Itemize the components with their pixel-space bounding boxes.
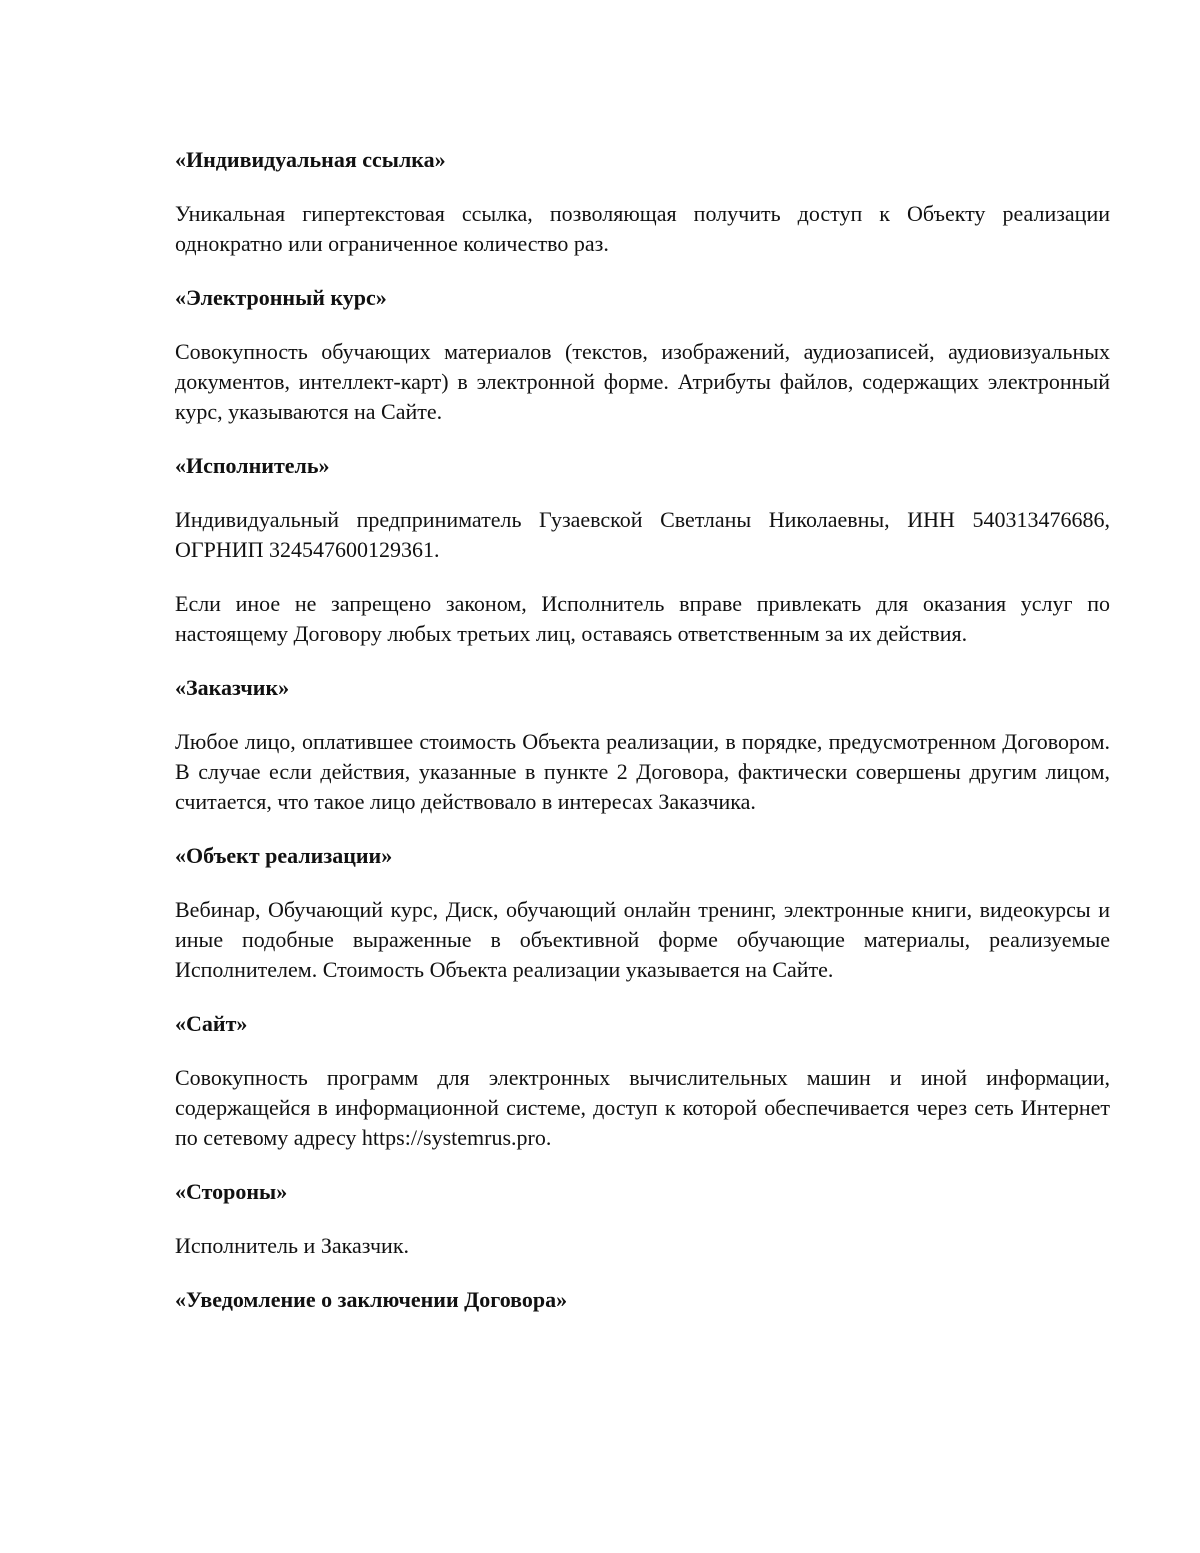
section-customer — [175, 673, 1110, 817]
definition-paragraph: Любое лицо, оплатившее стоимость Объекта реализации, в порядке, предусмотренном Договором. В случае если действия, указанные в пункте 2 Договора, фактически совершены другим лицом, считается, что такое лицо действовало в интересах Заказчика. — [175, 729, 1110, 814]
section-site — [175, 1009, 1110, 1153]
section-parties — [175, 1177, 1110, 1261]
definition-paragraph: Вебинар, Обучающий курс, Диск, обучающий онлайн тренинг, электронные книги, видеокурсы и иные подобные выраженные в объективной форме обучающие материалы, реализуемые Исполнителем. Стоимость Объекта реализации указывается на Сайте. — [175, 897, 1110, 982]
section-individual-link — [175, 145, 1110, 259]
term-heading-sale-object: «Объект реализации» — [175, 843, 393, 868]
term-heading-parties: «Стороны» — [175, 1179, 288, 1204]
section-electronic-course — [175, 283, 1110, 427]
definition-paragraph: Индивидуальный предприниматель Гузаевской Светланы Николаевны, ИНН 540313476686, ОГРНИП 324547600129361. — [175, 507, 1110, 562]
term-heading-site: «Сайт» — [175, 1011, 248, 1036]
definition-paragraph: Если иное не запрещено законом, Исполнитель вправе привлекать для оказания услуг по настоящему Договору любых третьих лиц, оставаясь ответственным за их действия. — [175, 591, 1110, 646]
section-contract-notice — [175, 1285, 1110, 1315]
term-heading-contract-notice: «Уведомление о заключении Договора» — [175, 1287, 568, 1312]
definition-paragraph: Совокупность программ для электронных вычислительных машин и иной информации, содержащейся в информационной системе, доступ к которой обеспечивается через сеть Интернет по сетевому адресу https://systemrus.pro. — [175, 1065, 1110, 1150]
term-heading-customer: «Заказчик» — [175, 675, 290, 700]
definition-paragraph: Уникальная гипертекстовая ссылка, позволяющая получить доступ к Объекту реализации однократно или ограниченное количество раз. — [175, 201, 1110, 256]
definition-paragraph: Исполнитель и Заказчик. — [175, 1233, 410, 1258]
term-heading-executor: «Исполнитель» — [175, 453, 330, 478]
term-heading-individual-link: «Индивидуальная ссылка» — [175, 147, 446, 172]
definition-paragraph: Совокупность обучающих материалов (текстов, изображений, аудиозаписей, аудиовизуальных документов, интеллект-карт) в электронной форме. Атрибуты файлов, содержащих электронный курс, указываются на Сайте. — [175, 339, 1110, 424]
term-heading-electronic-course: «Электронный курс» — [175, 285, 387, 310]
section-sale-object — [175, 841, 1110, 985]
section-executor — [175, 451, 1110, 649]
